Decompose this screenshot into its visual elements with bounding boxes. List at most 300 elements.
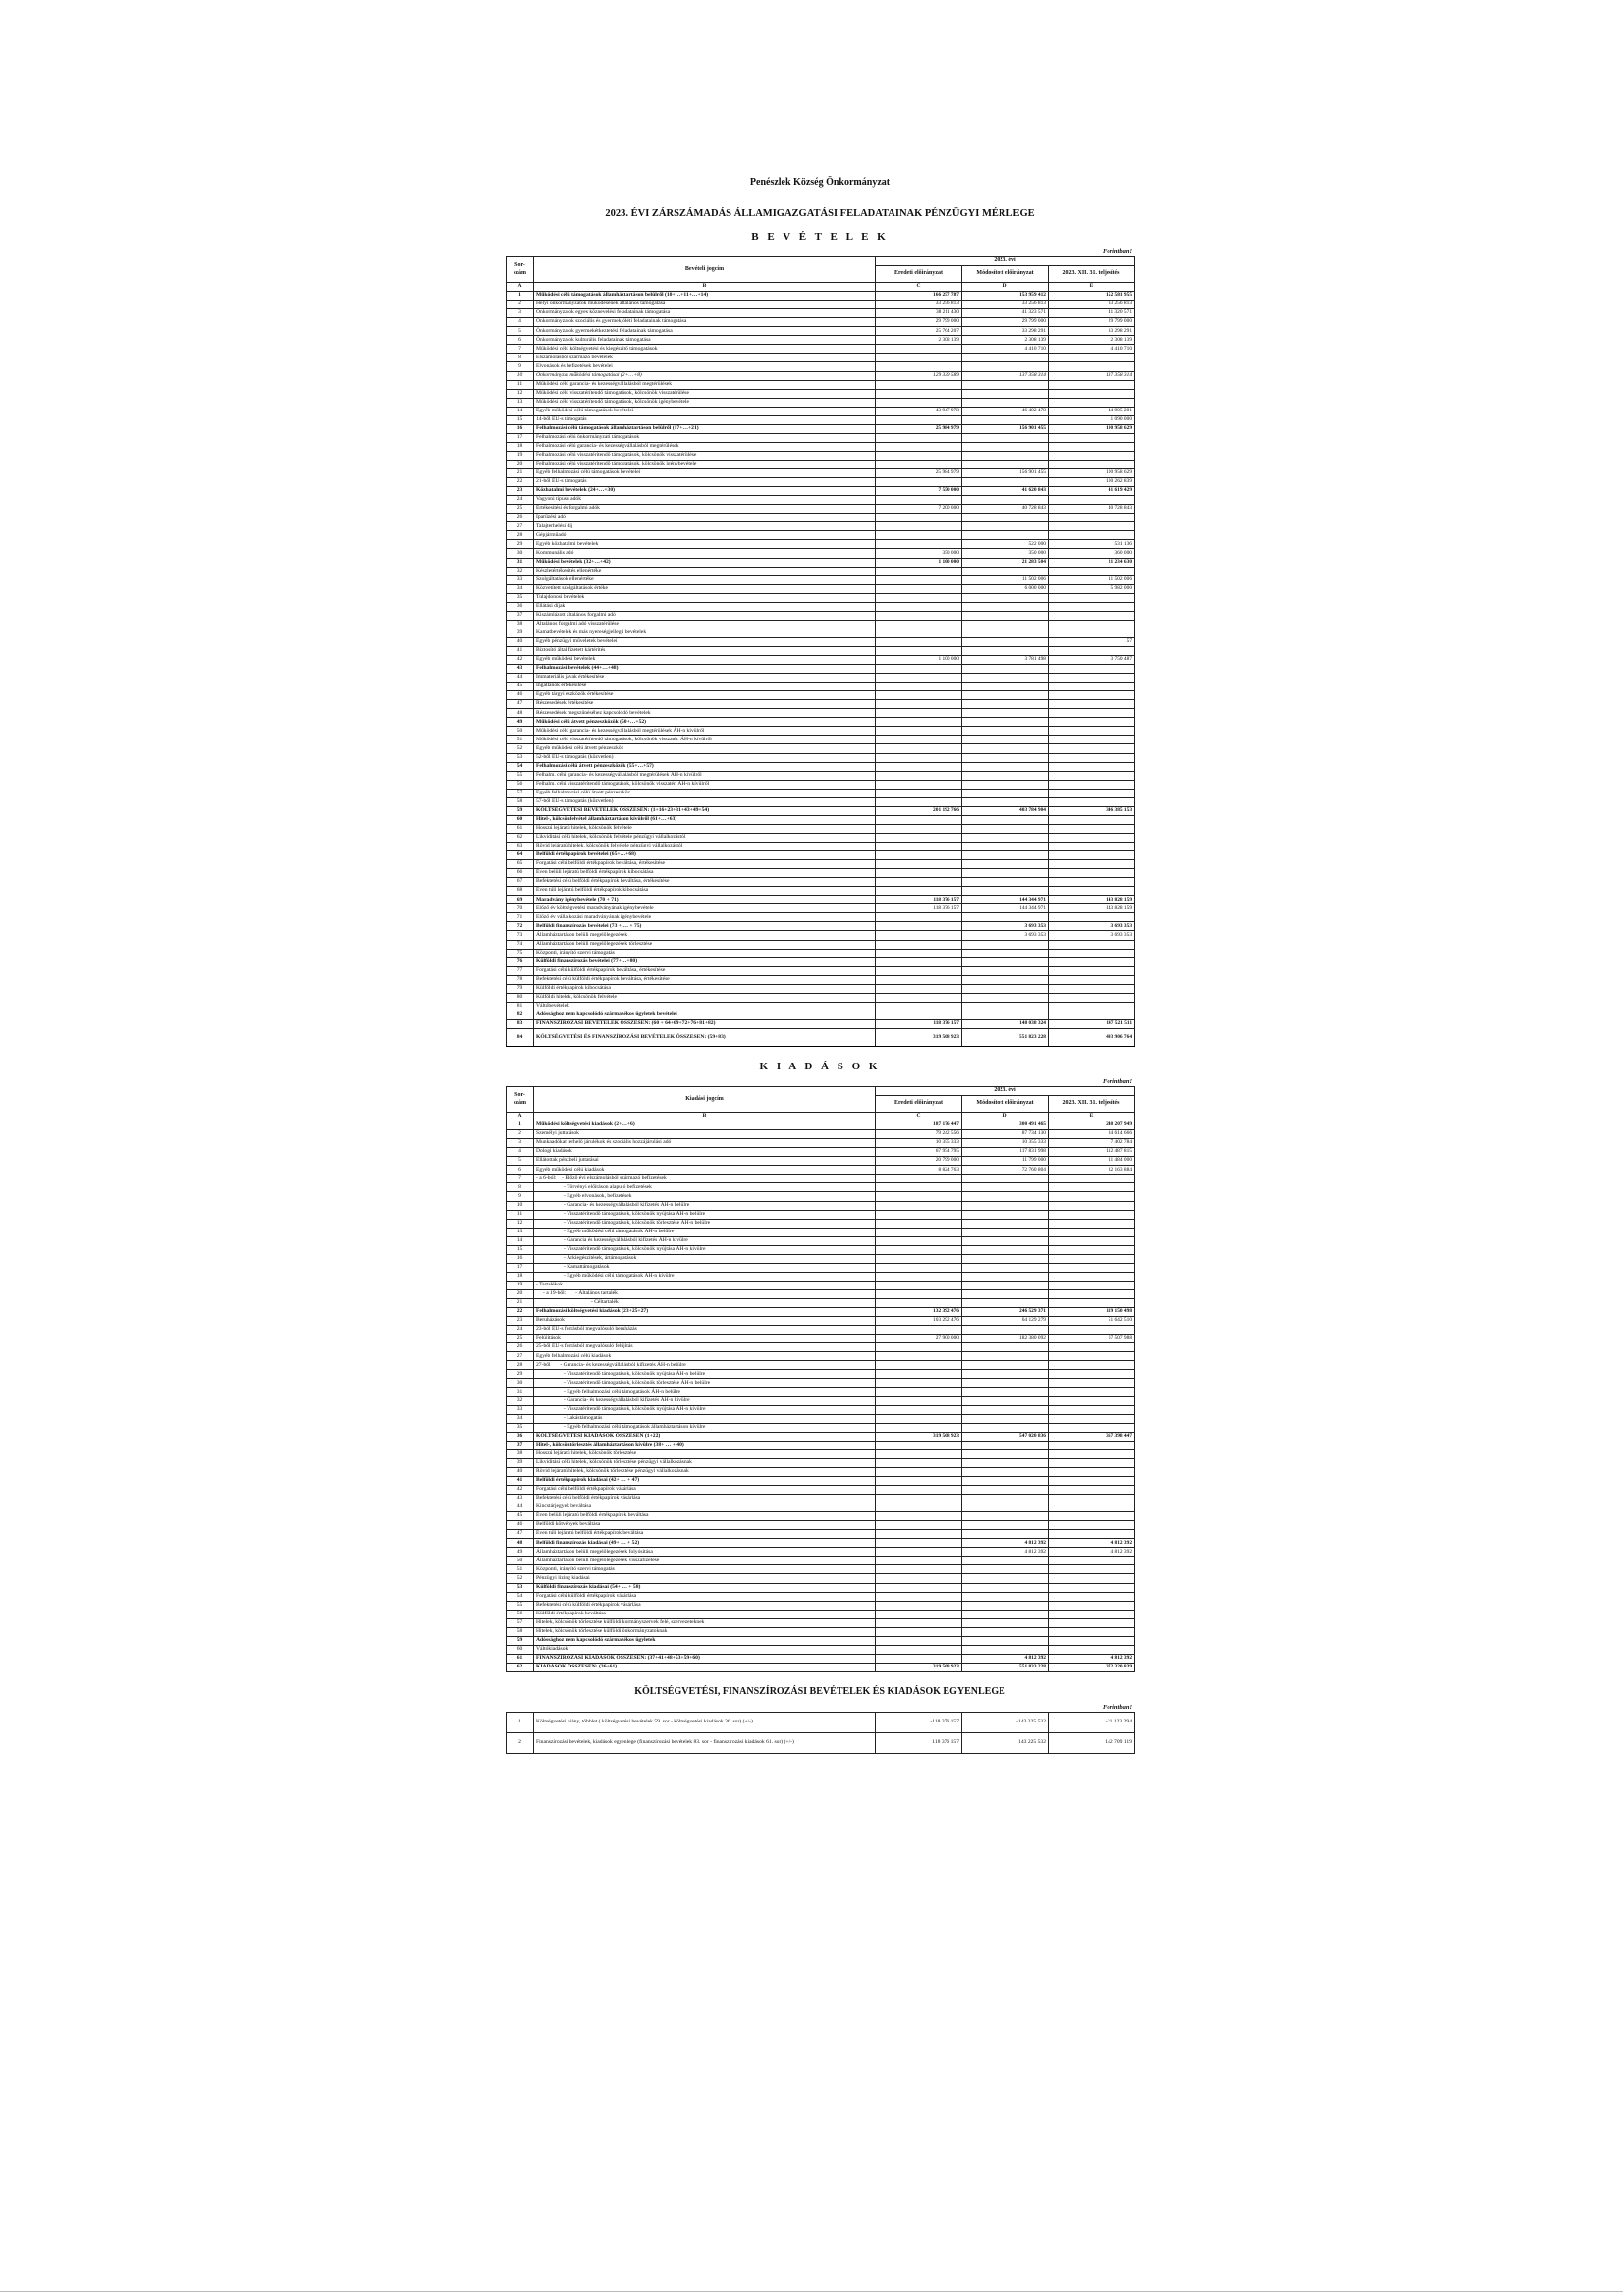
original-budget-cell xyxy=(876,478,962,487)
modified-budget-cell: 46 402 478 xyxy=(962,407,1049,415)
table-row xyxy=(507,806,1135,815)
modified-budget-cell: 11 502 006 xyxy=(962,575,1049,584)
modified-budget-cell: 143 225 532 xyxy=(962,1732,1049,1753)
table-row xyxy=(507,762,1135,771)
row-label-cell: Felhalmozási bevételek (44+…+48) xyxy=(534,665,876,674)
actual-cell xyxy=(1049,736,1135,744)
table-row xyxy=(507,753,1135,762)
row-label-cell: Önkormányzatok szociális és gyermekjóléti feladatainak támogatása xyxy=(534,318,876,327)
row-number-cell: 27 xyxy=(507,522,534,531)
row-label-cell: - Egyéb felhalmozási célú támogatások államháztartáson kívülre xyxy=(534,1423,876,1432)
row-number-cell: 7 xyxy=(507,345,534,354)
actual-cell xyxy=(1049,691,1135,700)
row-number-cell: 15 xyxy=(507,1245,534,1254)
row-number-cell: 35 xyxy=(507,1423,534,1432)
table-row xyxy=(507,1299,1135,1308)
modified-budget-cell: 547 020 836 xyxy=(962,1432,1049,1441)
table-row xyxy=(507,1458,1135,1467)
row-label-cell: - Törvényi előíráson alapuló befizetések xyxy=(534,1183,876,1192)
row-number-cell: 14 xyxy=(507,407,534,415)
original-budget-cell: 166 257 787 xyxy=(876,292,962,301)
row-number-cell: 25 xyxy=(507,505,534,514)
table-row xyxy=(507,1352,1135,1361)
original-budget-cell xyxy=(876,398,962,407)
actual-cell: 51 642 510 xyxy=(1049,1317,1135,1326)
modified-budget-cell: 551 823 228 xyxy=(962,1028,1049,1046)
row-label-cell: - Céltartalék xyxy=(534,1299,876,1308)
original-budget-cell xyxy=(876,433,962,442)
original-budget-cell: 27 900 000 xyxy=(876,1335,962,1343)
original-budget-cell xyxy=(876,789,962,797)
modified-budget-cell xyxy=(962,567,1049,575)
actual-cell: 1 090 000 xyxy=(1049,415,1135,424)
table-row xyxy=(507,700,1135,709)
actual-cell: 41 619 429 xyxy=(1049,487,1135,496)
original-budget-cell: 118 376 157 xyxy=(876,1019,962,1028)
modified-budget-cell: 156 901 455 xyxy=(962,424,1049,433)
original-budget-cell xyxy=(876,1521,962,1530)
row-label-cell: Pénzügyi lízing kiadásai xyxy=(534,1574,876,1583)
table-row xyxy=(507,540,1135,549)
row-label-cell: Működési célú visszatérítendő támogatások, kölcsönök visszatér. ÁH-n kívülről xyxy=(534,736,876,744)
row-number-cell: 63 xyxy=(507,843,534,851)
actual-cell xyxy=(1049,957,1135,966)
modified-budget-cell xyxy=(962,1228,1049,1236)
original-budget-cell xyxy=(876,1281,962,1289)
row-number-cell: 39 xyxy=(507,629,534,637)
actual-cell xyxy=(1049,1495,1135,1503)
original-budget-cell xyxy=(876,620,962,629)
table-row xyxy=(507,1317,1135,1326)
modified-budget-cell: 148 038 324 xyxy=(962,1019,1049,1028)
actual-cell: 4 410 710 xyxy=(1049,345,1135,354)
revenue-section xyxy=(506,231,1134,1047)
actual-cell xyxy=(1049,824,1135,833)
original-budget-cell xyxy=(876,1370,962,1379)
modified-budget-cell xyxy=(962,762,1049,771)
row-number-cell: 33 xyxy=(507,575,534,584)
row-number-cell: 13 xyxy=(507,398,534,407)
actual-cell xyxy=(1049,1263,1135,1272)
row-label-cell: Előző év költségvetési maradványának igénybevétele xyxy=(534,904,876,913)
original-budget-cell xyxy=(876,674,962,683)
table-row xyxy=(507,1166,1135,1175)
actual-cell xyxy=(1049,727,1135,736)
modified-budget-cell xyxy=(962,389,1049,398)
row-label-cell: Egyéb felhalmozási célú kiadások xyxy=(534,1352,876,1361)
actual-cell xyxy=(1049,1201,1135,1210)
modified-budget-cell: 182 380 092 xyxy=(962,1335,1049,1343)
table-row xyxy=(507,514,1135,522)
table-row xyxy=(507,424,1135,433)
row-label-cell: Szolgáltatások ellenértéke xyxy=(534,575,876,584)
modified-budget-cell: 551 833 228 xyxy=(962,1663,1049,1671)
row-number-cell: 14 xyxy=(507,1236,534,1245)
expense-letter-row xyxy=(507,1113,1135,1121)
modified-budget-cell xyxy=(962,789,1049,797)
original-budget-cell: 25 984 979 xyxy=(876,469,962,478)
original-budget-cell xyxy=(876,637,962,646)
row-label-cell: Általános forgalmi adó visszatérülése xyxy=(534,620,876,629)
balance-section xyxy=(506,1686,1134,1754)
revenue-header-teljesites: 2023. XII. 31. teljesítés xyxy=(1049,266,1135,283)
row-label-cell: 23-ból EU-s forrásból megvalósuló beruházás xyxy=(534,1326,876,1335)
table-row xyxy=(507,1219,1135,1228)
modified-budget-cell xyxy=(962,593,1049,602)
modified-budget-cell xyxy=(962,1343,1049,1352)
row-label-cell: 57-ből EU-s támogatás (közvetlen) xyxy=(534,797,876,806)
row-number-cell: 11 xyxy=(507,380,534,389)
actual-cell xyxy=(1049,1175,1135,1183)
modified-budget-cell xyxy=(962,1245,1049,1254)
actual-cell: 143 828 159 xyxy=(1049,904,1135,913)
actual-cell xyxy=(1049,815,1135,824)
actual-cell xyxy=(1049,984,1135,993)
table-row xyxy=(507,1645,1135,1654)
table-row xyxy=(507,1618,1135,1627)
modified-budget-cell xyxy=(962,780,1049,789)
modified-budget-cell xyxy=(962,1002,1049,1011)
row-label-cell: Működési költségvetési kiadások (2+…+6) xyxy=(534,1121,876,1130)
row-label-cell: Rövid lejáratú hitelek, kölcsönök felvétele pénzügyi vállalkozástól xyxy=(534,843,876,851)
row-label-cell: Önkormányzatok egyes köznevelési feladatainak támogatása xyxy=(534,309,876,318)
original-budget-cell xyxy=(876,1495,962,1503)
row-label-cell: Befektetési célú külföldi értékpapírok vásárlása xyxy=(534,1601,876,1610)
row-number-cell: 44 xyxy=(507,1503,534,1512)
actual-cell xyxy=(1049,771,1135,780)
row-number-cell: 49 xyxy=(507,718,534,727)
expense-header-eredeti: Eredeti előirányzat xyxy=(876,1096,962,1113)
row-label-cell: Talajterhelési díj xyxy=(534,522,876,531)
row-label-cell: Önkormányzat működési támogatásai (2+…+8) xyxy=(534,371,876,380)
actual-cell xyxy=(1049,1183,1135,1192)
row-number-cell: 2 xyxy=(507,1130,534,1139)
original-budget-cell: 25 984 979 xyxy=(876,424,962,433)
actual-cell xyxy=(1049,1245,1135,1254)
original-budget-cell xyxy=(876,1467,962,1476)
row-number-cell: 23 xyxy=(507,1317,534,1326)
original-budget-cell xyxy=(876,1289,962,1298)
original-budget-cell xyxy=(876,1002,962,1011)
actual-cell: 57 xyxy=(1049,637,1135,646)
actual-cell: 152 581 955 xyxy=(1049,292,1135,301)
row-number-cell: 77 xyxy=(507,966,534,975)
row-label-cell: - Visszatérítendő támogatások, kölcsönök nyújtása ÁH-n belülre xyxy=(534,1210,876,1219)
row-label-cell: Államháztartáson belüli megelőlegezések folyósítása xyxy=(534,1548,876,1557)
modified-budget-cell xyxy=(962,1636,1049,1645)
actual-cell: 142 709 119 xyxy=(1049,1732,1135,1753)
expense-header-modositott: Módosított előirányzat xyxy=(962,1096,1049,1113)
table-row xyxy=(507,1343,1135,1352)
actual-cell xyxy=(1049,1530,1135,1539)
modified-budget-cell xyxy=(962,1467,1049,1476)
original-budget-cell xyxy=(876,771,962,780)
row-number-cell: 41 xyxy=(507,1476,534,1485)
original-budget-cell xyxy=(876,354,962,362)
modified-budget-cell: 117 831 998 xyxy=(962,1148,1049,1157)
row-label-cell: Ellátási díjak xyxy=(534,602,876,611)
original-budget-cell xyxy=(876,345,962,354)
actual-cell: 29 799 000 xyxy=(1049,318,1135,327)
row-number-cell: 62 xyxy=(507,1663,534,1671)
original-budget-cell xyxy=(876,851,962,860)
row-label-cell: Egyéb felhalmozási célú támogatások bevételei xyxy=(534,469,876,478)
original-budget-cell xyxy=(876,514,962,522)
original-budget-cell xyxy=(876,1379,962,1388)
row-number-cell: 39 xyxy=(507,1458,534,1467)
actual-cell: 40 728 843 xyxy=(1049,505,1135,514)
modified-budget-cell: 4 812 392 xyxy=(962,1654,1049,1663)
letter-cell: D xyxy=(962,1113,1049,1121)
row-label-cell: Kamatbevételek és más nyereségjellegű bevételek xyxy=(534,629,876,637)
actual-cell xyxy=(1049,531,1135,540)
original-budget-cell xyxy=(876,1458,962,1467)
table-row xyxy=(507,1601,1135,1610)
row-label-cell: - Garancia- és kezességvállalásból kifizetés ÁH-n kívülre xyxy=(534,1396,876,1405)
row-number-cell: 57 xyxy=(507,1618,534,1627)
modified-budget-cell: 3 781 498 xyxy=(962,656,1049,665)
modified-budget-cell: 4 812 392 xyxy=(962,1539,1049,1548)
actual-cell xyxy=(1049,1326,1135,1335)
modified-budget-cell: -143 225 532 xyxy=(962,1712,1049,1732)
modified-budget-cell xyxy=(962,1414,1049,1423)
actual-cell xyxy=(1049,1299,1135,1308)
letter-cell: B xyxy=(534,1113,876,1121)
original-budget-cell: 319 568 923 xyxy=(876,1663,962,1671)
expense-header-teljesites: 2023. XII. 31. teljesítés xyxy=(1049,1096,1135,1113)
row-number-cell: 78 xyxy=(507,975,534,984)
modified-budget-cell xyxy=(962,1396,1049,1405)
original-budget-cell: 103 292 476 xyxy=(876,1317,962,1326)
revenue-table xyxy=(506,256,1135,1047)
actual-cell xyxy=(1049,674,1135,683)
original-budget-cell: 79 242 556 xyxy=(876,1130,962,1139)
original-budget-cell xyxy=(876,1476,962,1485)
actual-cell xyxy=(1049,797,1135,806)
original-budget-cell xyxy=(876,1405,962,1414)
actual-cell xyxy=(1049,1289,1135,1298)
row-number-cell: 51 xyxy=(507,1565,534,1574)
row-number-cell: 65 xyxy=(507,860,534,869)
modified-budget-cell: 11 799 000 xyxy=(962,1157,1049,1166)
modified-budget-cell: 144 344 971 xyxy=(962,904,1049,913)
row-number-cell: 60 xyxy=(507,1645,534,1654)
expense-unit-note: Forintban! xyxy=(1103,1077,1132,1085)
modified-budget-cell xyxy=(962,380,1049,389)
original-budget-cell xyxy=(876,1548,962,1557)
row-number-cell: 10 xyxy=(507,1201,534,1210)
modified-budget-cell xyxy=(962,1263,1049,1272)
table-row xyxy=(507,380,1135,389)
row-number-cell: 55 xyxy=(507,771,534,780)
row-label-cell: KIADÁSOK ÖSSZESEN: (36+61) xyxy=(534,1663,876,1671)
table-row xyxy=(507,1495,1135,1503)
table-row xyxy=(507,975,1135,984)
row-label-cell: KÖLTSÉGVETÉSI ÉS FINANSZÍROZÁSI BEVÉTELEK ÖSSZESEN: (59+83) xyxy=(534,1028,876,1046)
letter-cell: A xyxy=(507,283,534,292)
table-row xyxy=(507,1289,1135,1298)
row-number-cell: 64 xyxy=(507,851,534,860)
modified-budget-cell: 33 298 291 xyxy=(962,327,1049,336)
original-budget-cell xyxy=(876,975,962,984)
row-number-cell: 21 xyxy=(507,469,534,478)
modified-budget-cell xyxy=(962,1441,1049,1449)
table-row xyxy=(507,691,1135,700)
modified-budget-cell xyxy=(962,1405,1049,1414)
actual-cell xyxy=(1049,887,1135,896)
modified-budget-cell xyxy=(962,993,1049,1002)
row-label-cell: Kommunális adó xyxy=(534,549,876,558)
actual-cell xyxy=(1049,851,1135,860)
actual-cell: 112 487 815 xyxy=(1049,1148,1135,1157)
original-budget-cell: -118 376 157 xyxy=(876,1712,962,1732)
table-row xyxy=(507,957,1135,966)
actual-cell: 100 958 629 xyxy=(1049,424,1135,433)
actual-cell xyxy=(1049,1388,1135,1396)
balance-table xyxy=(506,1712,1135,1754)
original-budget-cell: 33 256 813 xyxy=(876,301,962,309)
original-budget-cell xyxy=(876,1627,962,1636)
actual-cell xyxy=(1049,1361,1135,1370)
row-label-cell: - Visszatérítendő támogatások, kölcsönök törlesztése ÁH-n belülre xyxy=(534,1219,876,1228)
row-label-cell: Immateriális javak értékesítése xyxy=(534,674,876,683)
original-budget-cell xyxy=(876,531,962,540)
actual-cell xyxy=(1049,1405,1135,1414)
modified-budget-cell xyxy=(962,1583,1049,1592)
row-label-cell: Befektetési célú belföldi értékpapírok beváltása, értékesítése xyxy=(534,878,876,887)
original-budget-cell: 132 392 476 xyxy=(876,1308,962,1317)
actual-cell xyxy=(1049,1272,1135,1281)
actual-cell: 67 507 988 xyxy=(1049,1335,1135,1343)
table-row xyxy=(507,1335,1135,1343)
row-label-cell: Kincstárjegyek beváltása xyxy=(534,1503,876,1512)
expense-table xyxy=(506,1086,1135,1672)
actual-cell: 3 693 353 xyxy=(1049,931,1135,940)
table-row xyxy=(507,1565,1135,1574)
row-label-cell: Befektetési célú belföldi értékpapírok vásárlása xyxy=(534,1495,876,1503)
actual-cell xyxy=(1049,646,1135,655)
expense-section-title: K I A D Á S O K xyxy=(759,1060,881,1072)
row-label-cell: Részesedések megszűnéséhez kapcsolódó bevételek xyxy=(534,709,876,718)
row-label-cell: Belföldi kötvények beváltása xyxy=(534,1521,876,1530)
original-budget-cell: 319 568 923 xyxy=(876,1028,962,1046)
actual-cell xyxy=(1049,354,1135,362)
modified-budget-cell xyxy=(962,957,1049,966)
table-row xyxy=(507,389,1135,398)
actual-cell xyxy=(1049,620,1135,629)
original-budget-cell xyxy=(876,611,962,620)
actual-cell: 372 320 839 xyxy=(1049,1663,1135,1671)
actual-cell xyxy=(1049,602,1135,611)
table-row xyxy=(507,1175,1135,1183)
table-row xyxy=(507,451,1135,460)
modified-budget-cell xyxy=(962,1521,1049,1530)
row-number-cell: 61 xyxy=(507,1654,534,1663)
original-budget-cell xyxy=(876,1601,962,1610)
original-budget-cell xyxy=(876,1192,962,1201)
revenue-header-eredeti: Eredeti előirányzat xyxy=(876,266,962,283)
actual-cell xyxy=(1049,1414,1135,1423)
row-label-cell: Felhalm. célú garancia- és kezességvállalásból megtérülések ÁH-n kívülről xyxy=(534,771,876,780)
row-number-cell: 61 xyxy=(507,824,534,833)
table-row xyxy=(507,1201,1135,1210)
row-label-cell: Önkormányzatok kulturális feladatainak támogatása xyxy=(534,336,876,345)
row-label-cell: Működési célú költségvetési és kiegészítő támogatások xyxy=(534,345,876,354)
original-budget-cell xyxy=(876,1645,962,1654)
row-label-cell: Külföldi hitelek, kölcsönök felvétele xyxy=(534,993,876,1002)
table-row xyxy=(507,1414,1135,1423)
modified-budget-cell xyxy=(962,362,1049,371)
original-budget-cell xyxy=(876,1583,962,1592)
actual-cell: 346 385 153 xyxy=(1049,806,1135,815)
original-budget-cell xyxy=(876,869,962,878)
actual-cell: 11 484 000 xyxy=(1049,1157,1135,1166)
modified-budget-cell xyxy=(962,975,1049,984)
row-label-cell: Munkaadókat terhelő járulékok és szociális hozzájárulási adó xyxy=(534,1139,876,1148)
modified-budget-cell: 144 344 971 xyxy=(962,896,1049,904)
table-row xyxy=(507,709,1135,718)
table-row xyxy=(507,629,1135,637)
row-label-cell: Személyi juttatások xyxy=(534,1130,876,1139)
row-number-cell: 57 xyxy=(507,789,534,797)
row-number-cell: 38 xyxy=(507,1449,534,1458)
row-number-cell: 49 xyxy=(507,1548,534,1557)
original-budget-cell xyxy=(876,1396,962,1405)
original-budget-cell xyxy=(876,584,962,593)
row-label-cell: Központi, irányító szervi támogatás xyxy=(534,949,876,957)
original-budget-cell xyxy=(876,1361,962,1370)
table-row xyxy=(507,1574,1135,1583)
row-label-cell: Felhalmozási célú visszatérítendő támogatások, kölcsönök igénybevétele xyxy=(534,460,876,468)
modified-budget-cell: 6 000 000 xyxy=(962,584,1049,593)
actual-cell xyxy=(1049,1192,1135,1201)
actual-cell: 100 958 629 xyxy=(1049,469,1135,478)
original-budget-cell xyxy=(876,860,962,869)
letter-cell: A xyxy=(507,1113,534,1121)
report-sheet xyxy=(506,177,1134,1754)
actual-cell xyxy=(1049,1601,1135,1610)
modified-budget-cell: 522 000 xyxy=(962,540,1049,549)
original-budget-cell xyxy=(876,629,962,637)
original-budget-cell xyxy=(876,887,962,896)
row-label-cell: Értékesítési és forgalmi adók xyxy=(534,505,876,514)
row-number-cell: 43 xyxy=(507,1495,534,1503)
row-label-cell: - Egyéb elvonások, befizetések xyxy=(534,1192,876,1201)
row-label-cell: Éven belüli lejáratú belföldi értékpapírok beváltása xyxy=(534,1512,876,1521)
row-number-cell: 84 xyxy=(507,1028,534,1046)
actual-cell: -21 123 294 xyxy=(1049,1712,1135,1732)
modified-budget-cell xyxy=(962,949,1049,957)
row-label-cell: Váltóbevételek xyxy=(534,1002,876,1011)
modified-budget-cell xyxy=(962,1565,1049,1574)
modified-budget-cell: 4 410 710 xyxy=(962,345,1049,354)
row-label-cell: - Egyéb működési célú támogatások ÁH-n belülre xyxy=(534,1228,876,1236)
modified-budget-cell: 137 358 314 xyxy=(962,371,1049,380)
modified-budget-cell: 156 901 455 xyxy=(962,469,1049,478)
original-budget-cell xyxy=(876,736,962,744)
original-budget-cell xyxy=(876,575,962,584)
original-budget-cell xyxy=(876,1610,962,1618)
row-number-cell: 30 xyxy=(507,1379,534,1388)
modified-budget-cell: 41 323 571 xyxy=(962,309,1049,318)
actual-cell xyxy=(1049,389,1135,398)
original-budget-cell xyxy=(876,727,962,736)
row-number-cell: 37 xyxy=(507,611,534,620)
table-row xyxy=(507,549,1135,558)
row-number-cell: 27 xyxy=(507,1352,534,1361)
modified-budget-cell: 64 129 279 xyxy=(962,1317,1049,1326)
actual-cell: 137 358 314 xyxy=(1049,371,1135,380)
